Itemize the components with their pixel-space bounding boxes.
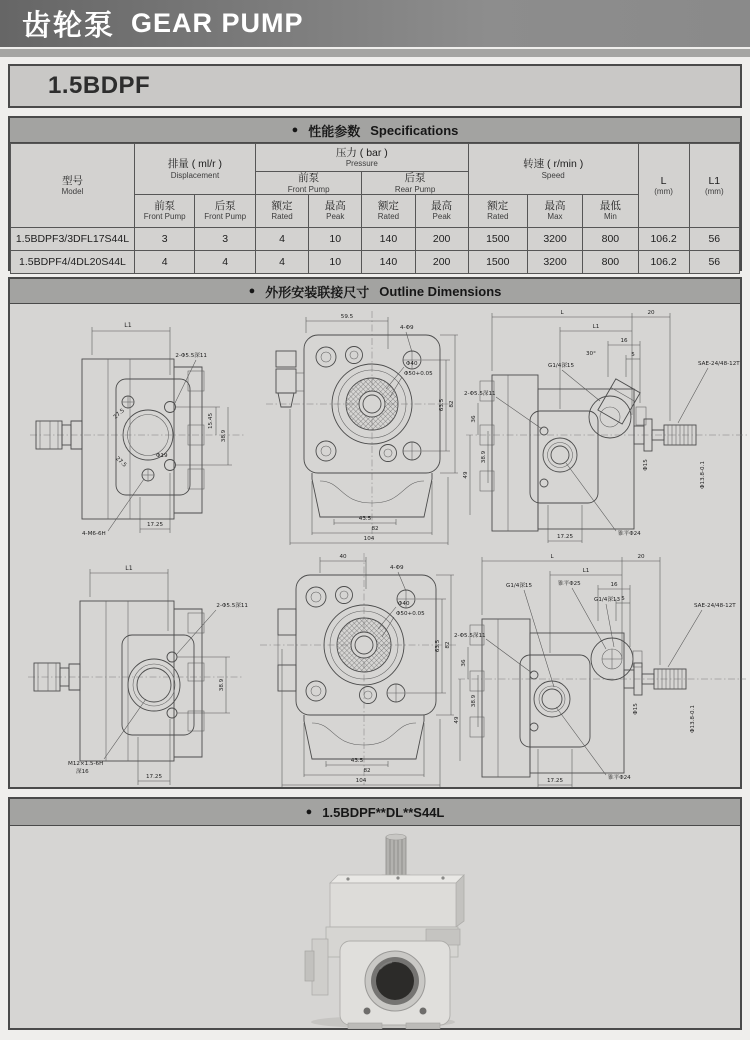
dim-label: Φ13.8-0.1 (690, 705, 696, 733)
cell: 200 (415, 227, 468, 250)
model-series-box (8, 64, 742, 108)
cell: 3 (195, 227, 256, 250)
dim-label: 17.25 (146, 522, 164, 528)
col-header-disp-rear: 后泵 Front Pump (195, 194, 256, 227)
page-banner (0, 0, 750, 47)
dim-label: G1/4深13 (594, 597, 621, 603)
cell: 800 (583, 250, 638, 273)
dim-label: G1/4深15 (548, 363, 575, 369)
dim-label: 38.9 (219, 678, 225, 692)
dim-label: 17.25 (145, 774, 163, 780)
dim-label: L (560, 310, 564, 316)
bullet-icon: ● (305, 806, 313, 818)
dim-label: L1 (125, 565, 133, 572)
dim-label: L1 (592, 324, 600, 330)
dim-label: M12×1.5-6H (68, 761, 104, 767)
cell: 140 (362, 250, 415, 273)
cell: 3200 (527, 227, 582, 250)
dim-label: 20 (637, 554, 645, 560)
dim-label: 锥平Φ25 (558, 581, 581, 587)
dim-label: 4-Φ9 (390, 565, 404, 571)
specifications-section (8, 116, 742, 271)
banner-title-en: GEAR PUMP (131, 8, 304, 38)
product-photo-area (10, 825, 740, 1030)
col-header-pressure: 压力 ( bar ) Pressure (255, 144, 468, 172)
dim-label: L (550, 554, 554, 560)
dim-label: L1 (582, 568, 590, 574)
dim-label: 17.25 (556, 534, 574, 540)
cell: 106.2 (638, 250, 689, 273)
col-header-rated-1: 额定 Rated (255, 194, 308, 227)
bullet-icon: ● (291, 124, 299, 136)
dim-label: 38.9 (481, 450, 487, 464)
dim-label: G1/4深15 (506, 583, 533, 589)
drawing-front-view-top (254, 305, 460, 547)
col-header-pressure-rear: 后泵 Rear Pump (362, 172, 468, 195)
dim-label: 2-Φ5.5深11 (175, 353, 207, 359)
dim-label: 43.5 (350, 758, 364, 764)
drawing-side-right-shaft-top (462, 305, 750, 547)
col-header-speed-min: 最低 Min (583, 194, 638, 227)
dim-label: Φ15 (643, 459, 649, 471)
dim-label: 36 (461, 659, 467, 667)
cell: 3 (134, 227, 195, 250)
col-header-peak-1: 最高 Peak (309, 194, 362, 227)
cell: 3200 (527, 250, 582, 273)
bullet-icon: ● (248, 285, 256, 297)
col-header-displacement: 排量 ( ml/r ) Displacement (134, 144, 255, 195)
gear-pump-photo (278, 829, 488, 1029)
specifications-title-zh: 性能参数 (308, 123, 361, 139)
dim-label: 2-Φ5.5深11 (464, 391, 496, 397)
cell: 4 (195, 250, 256, 273)
dim-label: 16 (620, 338, 628, 344)
table-row (11, 227, 740, 250)
cell: 10 (309, 250, 362, 273)
cell-model: 1.5BDPF3/3DFL17S44L (11, 227, 135, 250)
drawing-side-left-shaft-bottom (24, 551, 250, 789)
dim-label: 27.5 (112, 407, 126, 421)
specifications-title-en: Specifications (370, 122, 459, 138)
dim-label: 82 (449, 400, 455, 408)
drawing-side-right-shaft-bottom (454, 549, 750, 791)
dim-label: 40 (339, 554, 347, 560)
dim-label: SAE-24/48-12T (698, 361, 740, 367)
table-row (11, 250, 740, 273)
dim-label: Φ40 (406, 361, 418, 367)
cell: 56 (689, 227, 739, 250)
col-header-pressure-front: 前泵 Front Pump (255, 172, 361, 195)
cell: 200 (415, 250, 468, 273)
dim-label: Φ50+0.05 (404, 371, 433, 377)
col-header-speed: 转速 ( r/min ) Speed (468, 144, 638, 195)
dim-label: 5 (631, 352, 635, 358)
dim-label: 4-Φ9 (400, 325, 414, 331)
cell: 4 (255, 250, 308, 273)
dim-label: SAE-24/48-12T (694, 603, 736, 609)
dim-label: Φ15 (633, 703, 639, 715)
cell: 56 (689, 250, 739, 273)
col-header-l: L (mm) (638, 144, 689, 228)
dim-label: 104 (363, 536, 375, 542)
col-header-rated-2: 额定 Rated (362, 194, 415, 227)
cell: 4 (134, 250, 195, 273)
outline-title-zh: 外形安装联接尺寸 (265, 284, 370, 300)
dim-label: 49 (463, 471, 469, 479)
dim-label: 锥平Φ24 (608, 775, 631, 781)
banner-strip (0, 49, 750, 57)
dim-label: 16 (610, 582, 618, 588)
dim-label: 82 (363, 768, 371, 774)
dim-label: Φ40 (398, 601, 410, 607)
dim-label: Φ19 (156, 453, 168, 459)
col-header-speed-max: 最高 Max (527, 194, 582, 227)
dim-label: 27.5 (114, 455, 128, 469)
outline-dimensions-section (8, 277, 742, 789)
cell: 140 (362, 227, 415, 250)
outline-header-band (10, 279, 740, 304)
dim-label: 5 (621, 596, 625, 602)
dim-label: 82 (445, 641, 451, 649)
dim-label: 2-Φ5.5深11 (216, 603, 248, 609)
cell: 106.2 (638, 227, 689, 250)
dim-label: L1 (124, 322, 132, 329)
dim-label: 4-M6-6H (82, 531, 106, 537)
dim-label: Φ13.8-0.1 (700, 461, 706, 489)
outline-title-en: Outline Dimensions (379, 283, 502, 299)
dim-label: 104 (355, 778, 367, 784)
col-header-model: 型号 Model (11, 144, 135, 228)
drawing-side-left-shaft-top (24, 307, 250, 545)
model-series-title: 1.5BDPF (48, 72, 151, 99)
dim-label: 63.5 (435, 639, 441, 653)
dim-label: 15.45 (208, 412, 214, 430)
dim-label: 38.9 (471, 694, 477, 708)
product-header-band (10, 799, 740, 826)
banner-title-zh: 齿轮泵 (22, 10, 116, 42)
cell-model: 1.5BDPF4/4DL20S44L (11, 250, 135, 273)
dim-label: 59.5 (340, 314, 354, 320)
cell: 10 (309, 227, 362, 250)
dim-label: 30° (586, 351, 596, 357)
dim-label: 49 (454, 716, 460, 724)
dim-label: 锥平Φ24 (618, 531, 641, 537)
dim-label: 63.5 (439, 398, 445, 412)
dim-label: Φ50+0.05 (396, 611, 425, 617)
dim-label: 20 (647, 310, 655, 316)
cell: 4 (255, 227, 308, 250)
drawing-front-view-bottom (250, 549, 462, 791)
dim-label: 36 (471, 415, 477, 423)
specifications-header-band (10, 118, 740, 143)
cell: 1500 (468, 250, 527, 273)
col-header-disp-front: 前泵 Front Pump (134, 194, 195, 227)
specs-table (10, 143, 740, 274)
dim-label: 2-Φ5.5深11 (454, 633, 486, 639)
col-header-l1: L1 (mm) (689, 144, 739, 228)
product-photo-section (8, 797, 742, 1030)
dim-label: 17.25 (546, 778, 564, 784)
product-model-title: 1.5BDPF**DL**S44L (322, 804, 445, 820)
dim-label: 82 (371, 526, 379, 532)
cell: 1500 (468, 227, 527, 250)
dim-label: 深16 (76, 769, 89, 775)
col-header-peak-2: 最高 Peak (415, 194, 468, 227)
col-header-speed-rated: 额定 Rated (468, 194, 527, 227)
dim-label: 43.5 (358, 516, 372, 522)
dim-label: 38.9 (221, 429, 227, 443)
cell: 800 (583, 227, 638, 250)
